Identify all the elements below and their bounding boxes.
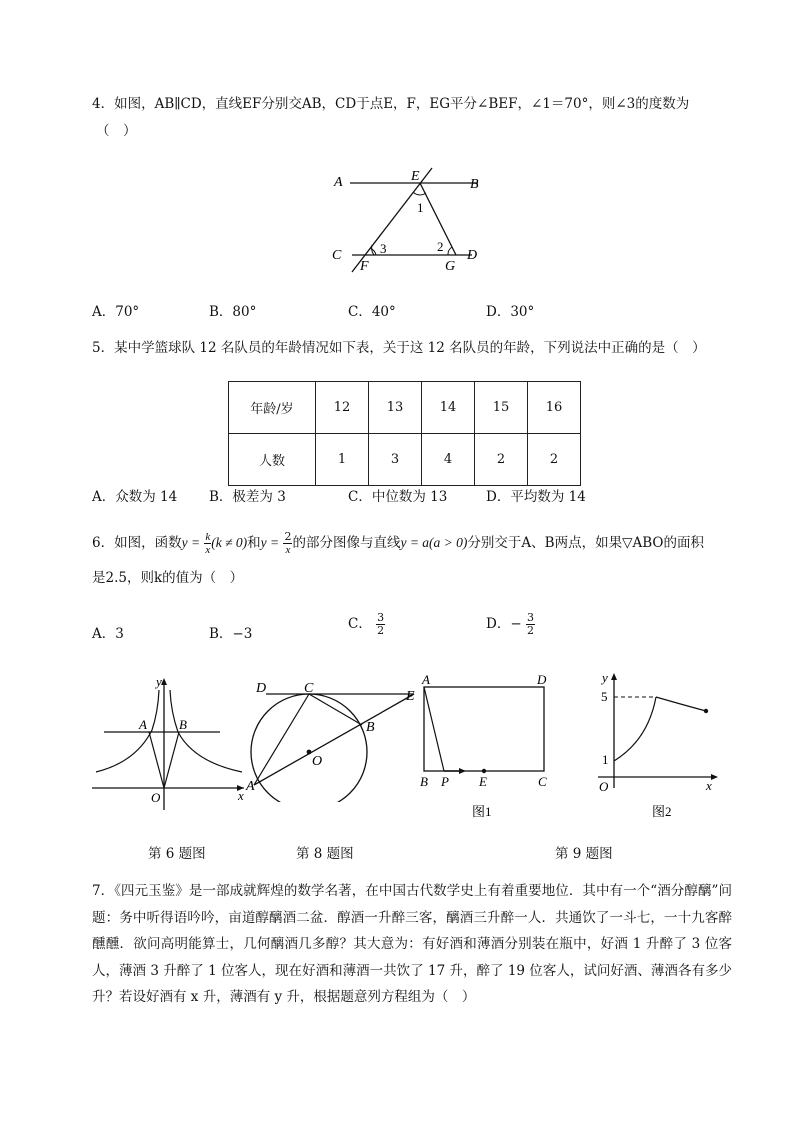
q6-option-a: A．3 [92,626,124,642]
age-table [228,381,581,486]
q5-option-a: A．众数为 14 [92,489,178,505]
q4-label-e: E [411,169,420,184]
q6-prefix: 6．如图，函数 [92,535,182,551]
q6-func2-y: y = [260,535,280,550]
q6-and: 和 [247,535,261,551]
table-cell: 2 [528,434,581,486]
q6-func1-y: y = [181,535,201,550]
q4-option-b: B．80° [209,304,257,320]
table-header-age: 年龄/岁 [229,382,316,434]
fig9-label-a: A [422,672,430,687]
fig9b-label-x: x [706,778,712,793]
q5-option-d: D．平均数为 14 [486,489,586,505]
q6-option-b: B．−3 [209,626,253,642]
q4-label-a: A [334,175,343,190]
q6-mid: 的部分图像与直线 [292,535,401,551]
q6-func1-cond: (k ≠ 0) [211,535,248,550]
q4-label-f: F [360,259,369,274]
q7-paragraph: 7．《四元玉鉴》是一部成就辉煌的数学名著，在中国古代数学史上有着重要地位．其中有一个“酒分醇醨”问题：务中听得语吟吟，亩道醇醨酒二盆．醇酒一升醉三客，醨酒三升醉一人．共通饮了一斗七，一十九客醉醺醺．欲问高明能算士，几何醨酒几多醇？其大意为：有好酒和薄酒分别装在瓶中，好酒 1 升醉了 3 位客人，薄酒 3 升醉了 1 位客人，现在好酒和薄酒一共饮了 17 升，醉了 19 位客人，试问好酒、薄酒各有多少升？若设好酒有 x 升，薄酒有 y 升，根据题意列方程组为（ ） [92,883,732,1005]
q4-label-angle1: 1 [417,200,424,215]
q6-func1-fraction: $\frac{k}{x}$ [205,531,211,556]
q4-option-c: C．40° [348,304,396,320]
q6-option-c: C． $\frac{3}{2}$ [348,611,385,637]
fig9b-label-y: y [602,670,608,685]
fig9-caption: 第 9 题图 [555,846,613,862]
q4-option-d: D．30° [486,304,535,320]
q5-option-b: B．极差为 3 [209,489,286,505]
fig8-caption: 第 8 题图 [296,846,354,862]
q4-option-a: A．70° [92,304,140,320]
table-row [229,434,581,486]
fig6-graph [92,672,252,812]
fig6-label-x: x [238,788,244,803]
fig6-label-b: B [179,717,187,732]
q6-end: 分别交于A、B两点，如果▽ABO的面积 [467,535,704,551]
q4-label-b: B [470,177,479,192]
fig9-label-b: B [420,774,428,789]
fig9b-label-5: 5 [601,689,608,704]
table-cell: 3 [369,434,422,486]
fig8-label-a: A [246,779,255,794]
table-cell: 4 [422,434,475,486]
q6-option-d: D．− $\frac{3}{2}$ [486,611,534,637]
fig6-label-y: y [156,674,162,689]
fig9-label-d: D [537,672,547,687]
q4-label-c: C [332,248,342,263]
q4-label-angle3: 3 [380,241,387,256]
fig8-circle-figure [240,672,430,802]
fig8-label-b: B [366,720,375,735]
q4-stem: 4．如图，AB∥CD，直线EF分别交AB，CD于点E，F，EG平分∠BEF，∠1＝70°，则∠3的度数为 [92,96,690,112]
table-cell: 16 [528,382,581,434]
q4-label-angle2: 2 [437,239,444,254]
fig6-label-o: O [151,790,161,805]
q6-stem-line2: 是2.5，则k的值为（ ） [92,570,244,586]
q4-figure [320,160,490,280]
fig9-label-p: P [441,774,449,789]
fig9-function-graph [590,666,725,822]
fig8-label-c: C [304,681,314,696]
q4-answer-blank: （ ） [96,123,137,139]
fig6-caption: 第 6 题图 [148,846,206,862]
table-cell: 13 [369,382,422,434]
fig8-label-o: O [312,754,323,769]
fig9-label-c: C [538,774,547,789]
fig9b-label-1: 1 [602,752,609,767]
q4-label-g: G [445,259,456,274]
table-row [229,382,581,434]
fig9-caption-2: 图2 [652,804,672,819]
q5-stem: 5．某中学篮球队 12 名队员的年龄情况如下表，关于这 12 名队员的年龄，下列说法中正确的是（ ） [92,340,706,356]
q5-option-c: C．中位数为 13 [348,489,448,505]
table-cell: 14 [422,382,475,434]
fig9-rectangle-figure [416,672,556,822]
fig8-label-d: D [256,681,267,696]
table-cell: 1 [316,434,369,486]
fig6-label-a: A [139,717,147,732]
table-cell: 2 [475,434,528,486]
table-cell: 12 [316,382,369,434]
q6-stem [92,526,704,560]
q4-label-d: D [467,248,478,263]
fig9-caption-1: 图1 [472,804,492,819]
q6-line-eq: y = a(a > 0) [400,535,468,550]
table-cell: 15 [475,382,528,434]
fig8-label-e: E [406,689,415,704]
fig9-label-e: E [479,774,487,789]
fig9b-label-o: O [599,779,609,794]
table-header-count: 人数 [229,434,316,486]
q6-func2-fraction: $\frac{2}{x}$ [284,530,292,556]
